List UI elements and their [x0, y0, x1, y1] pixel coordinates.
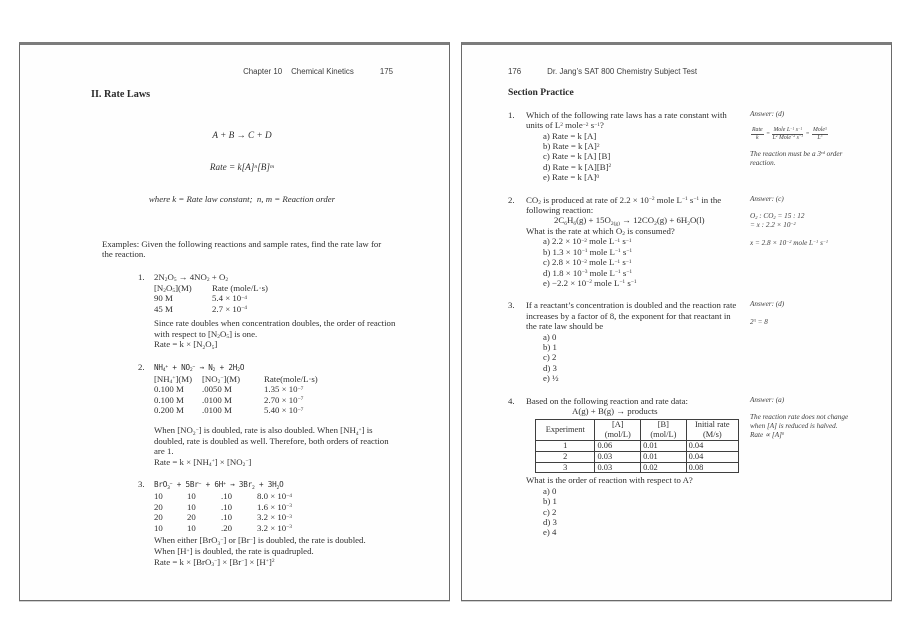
answer-option: $e) -2.2 \times 10^{-2}$ mole $L^{-1}$ $s^{-1}$: [543, 277, 637, 288]
answer-option: a) 0: [543, 485, 557, 496]
chemical-equation: $NH_4^+ + NO_2^- \to N_2 + 2H_2O$: [154, 363, 245, 374]
table-cell: 0.03: [595, 462, 641, 473]
table-header-row: [536, 420, 739, 441]
answer-option: c) $2.8 \times 10^{-2}$ mole $L^{-1}$ $s^{-1}$: [543, 257, 632, 268]
data-cell: $5.40 \times 10^{-7}$: [264, 405, 304, 416]
data-cell: $1.35 \times 10^{-7}$: [264, 384, 304, 395]
data-cell: $2.7 \times 10^{-4}$: [212, 303, 247, 314]
data-cell: $3.2 \times 10^{-3}$: [257, 512, 292, 523]
observation-note: When $[NO_2^-]$ is doubled, rate is also doubled. When $[NH_4^+]$ is doubled, rate is doubled as well. Therefore, both orders of reaction are 1.: [154, 425, 389, 457]
answer-option: b) Rate = k $[A]^2$: [543, 141, 600, 152]
table-row: [536, 451, 739, 462]
formula-reaction: A + B → C + D: [212, 130, 272, 141]
right-page-content: [462, 45, 891, 538]
chapter-subject: Chemical Kinetics: [291, 67, 354, 76]
answer-explanation: The reaction must be a 3rd order reaction.: [750, 149, 843, 167]
question-text: Which of the following rate laws has a rate constant with units of $L^2$ mole$^{-2}$ $s^{-1}$?: [526, 109, 727, 131]
formula-definitions: where k = Rate law constant; n, m = Reaction order: [148, 193, 336, 204]
example-3-equation-line: [138, 479, 393, 491]
data-cell: 10: [187, 522, 196, 533]
answer-options: [543, 236, 739, 288]
answer-option: e) ½: [543, 373, 559, 384]
answer-option: c) 2: [543, 352, 557, 363]
data-cell: .0100 M: [202, 394, 232, 405]
column-header: $[NO_2^-](M)$: [202, 373, 241, 386]
rate-law-result: Rate = $k \times [N_2O_5]$: [154, 339, 218, 351]
table-header-cell: Experiment: [536, 420, 595, 441]
data-cell: 10: [187, 491, 196, 501]
data-cell: 20: [187, 512, 196, 523]
data-cell: 0.200 M: [154, 405, 184, 416]
data-cell: $3.2 \times 10^{-3}$: [257, 522, 292, 533]
example-1-data: [154, 282, 396, 351]
margin-answer-q1: [750, 110, 886, 168]
answer-option: d) 3: [543, 516, 557, 527]
answer-work: [750, 212, 886, 248]
table-cell: 1: [536, 440, 595, 451]
question-text: If a reactant’s concentration is doubled and the reaction rate increases by a factor of 8, the exponent for that reactant in the rate law should be: [526, 300, 737, 332]
right-page-number: 176: [508, 67, 522, 76]
question-prompt: What is the order of reaction with respect to A?: [526, 475, 693, 486]
fraction: $\frac{Mole^3}{L^3}$: [813, 126, 827, 141]
data-cell: .0100 M: [202, 405, 232, 416]
right-book-page: [461, 42, 892, 601]
answer-option: e) Rate = k $[A]^0$: [543, 172, 600, 183]
answer-options: [543, 131, 739, 183]
chapter-label: Chapter 10: [243, 67, 283, 76]
data-cell: $5.4 \times 10^{-4}$: [212, 293, 247, 304]
table-cell: 0.04: [686, 440, 738, 451]
table-row: [536, 440, 739, 451]
chemical-equation: $2N_2O_5 \to 4NO_2 + O_2$: [154, 271, 229, 284]
column-header: Rate (mole/L·s): [212, 282, 268, 293]
question-3: [508, 300, 874, 383]
data-cell: .10: [221, 491, 232, 501]
question-prompt: What is the rate at which $O_2$ is consumed?: [526, 225, 675, 238]
question-number: 3.: [508, 300, 515, 311]
data-cell: 10: [187, 501, 196, 512]
observation-note: When either [BrO$_3$−] or [Br−] is doubled, the rate is doubled.: [154, 535, 366, 547]
answer-option: a) $2.2 \times 10^{-2}$ mole $L^{-1}$ $s^{-1}$: [543, 236, 632, 247]
data-cell: $8.0 \times 10^{-4}$: [257, 491, 292, 501]
rate-law-result: Rate = $k \times [BrO_3^-] \times [Br^-] \times [H^+]^2$: [154, 556, 275, 569]
margin-answer-q3: [750, 300, 886, 327]
rate-data-table: [154, 374, 393, 416]
observation-note: When [H+] is doubled, the rate is quadrupled.: [154, 545, 314, 556]
table-cell: 2: [536, 451, 595, 462]
chemical-equation: A(g) + B(g) → products: [572, 405, 658, 416]
fraction: $\frac{\text{Rate}}{k}$: [752, 127, 763, 141]
column-header: Rate(mole/L·s): [264, 373, 318, 384]
data-cell: 90 M: [154, 293, 173, 304]
chemical-equation: $BrO_3^- + 5Br^- + 6H^+ \to 3Br_2 + 3H_2O$: [154, 480, 284, 491]
book-title: Dr. Jang’s SAT 800 Chemistry Subject Test: [547, 67, 698, 76]
data-cell: .10: [221, 512, 232, 523]
example-number: 1.: [138, 271, 145, 282]
column-header: $[N_2O_5](M)$: [154, 282, 192, 295]
left-page-content: [20, 45, 449, 567]
rate-data-table: [154, 283, 393, 315]
table-cell: 0.06: [595, 440, 641, 451]
chemical-equation: $2C_6H_6(g) + 15O_{2(g)} \to 12CO_2(g) + 6H_2O(l)$: [554, 215, 705, 227]
table-header-cell: [B] (mol/L): [641, 420, 687, 441]
table-cell: 0.01: [641, 440, 687, 451]
answer-option: a) 0: [543, 331, 557, 342]
table-row: [536, 462, 739, 473]
answer-option: e) 4: [543, 527, 557, 538]
data-cell: 20: [154, 512, 163, 523]
table-header-cell: Initial rate (M/s): [686, 420, 738, 441]
example-3-data: [154, 491, 393, 567]
table-cell: 0.04: [686, 451, 738, 462]
unit-derivation-formula: [750, 127, 886, 142]
example-2-equation-line: [138, 362, 393, 374]
right-running-header: [508, 67, 874, 77]
question-body: [526, 300, 739, 383]
example-number: 3.: [138, 479, 145, 490]
rate-data-table: [154, 491, 393, 533]
equals-sign: =: [805, 131, 810, 138]
question-body: [526, 110, 739, 183]
answer-options: [543, 332, 739, 384]
table-header-cell: [A] (mol/L): [595, 420, 641, 441]
table-cell: 3: [536, 462, 595, 473]
question-body: [526, 195, 739, 289]
data-cell: 0.100 M: [154, 394, 184, 405]
question-number: 4.: [508, 395, 515, 406]
table-cell: 0.01: [641, 451, 687, 462]
fraction: $\frac{Mole L^{-1} s^{-1}}{L^2 Mole^{-2} s^{-1}}$: [772, 126, 804, 141]
answer-explanation: The reaction rate does not change when [A] is reduced is halved.: [750, 412, 849, 431]
answer-work: [750, 318, 886, 327]
answer-option: c) 2: [543, 506, 557, 517]
answer-option: d) 3: [543, 362, 557, 373]
data-cell: 45 M: [154, 303, 173, 314]
question-text: Based on the following reaction and rate data:: [526, 395, 688, 406]
equals-sign: =: [766, 131, 770, 138]
data-cell: 10: [154, 491, 163, 501]
question-text: $CO_2$ is produced at rate of $2.2 \times 10^{-2}$ mole $L^{-1}$ $s^{-1}$ in the following reaction:: [526, 194, 722, 216]
answer-option: d) Rate = k $[A][B]^2$: [543, 161, 612, 172]
question-number: 2.: [508, 194, 515, 205]
left-page-number: 175: [379, 67, 393, 76]
example-2-data: [154, 374, 393, 468]
answer-label: Answer: (c): [750, 194, 784, 203]
example-3: [138, 479, 393, 567]
question-list: [508, 110, 874, 538]
data-cell: .20: [221, 522, 232, 533]
left-book-page: [19, 42, 450, 601]
answer-option: d) $1.8 \times 10^{-3}$ mole $L^{-1}$ $s^{-1}$: [543, 267, 633, 278]
rate-laws-heading: II. Rate Laws: [91, 88, 151, 100]
example-1: [138, 271, 396, 351]
work-line: = x : $2.2 \times 10^{-2}$: [750, 221, 796, 230]
answer-option: c) Rate = k [A] [B]: [543, 151, 611, 162]
data-cell: 20: [154, 501, 163, 512]
answer-label: Answer: (a): [750, 395, 785, 404]
data-cell: 10: [154, 522, 163, 533]
work-line: Rate ∝ $[A]^0$: [750, 431, 785, 440]
data-cell: $2.70 \times 10^{-7}$: [264, 394, 304, 405]
answer-label: Answer: (d): [750, 109, 785, 118]
answer-option: b) 1: [543, 496, 557, 507]
question-body: [526, 396, 739, 538]
answer-option: b) $1.3 \times 10^{-1}$ mole $L^{-1}$ $s^{-1}$: [543, 246, 633, 257]
work-line: $2^3 = 8$: [750, 317, 768, 326]
column-header: $[NH_4^+](M)$: [154, 373, 193, 386]
rate-law-formula-block: [91, 109, 393, 226]
data-cell: $1.6 \times 10^{-3}$: [257, 501, 292, 512]
formula-rate-law: Rate = $k[A]^n[B]^m$: [209, 162, 275, 173]
table-cell: 0.02: [641, 462, 687, 473]
answer-options: [543, 486, 739, 538]
question-number: 1.: [508, 109, 515, 120]
rate-law-result: Rate = $k \times [NH_4^+] \times [NO_2^-]$: [154, 456, 252, 469]
example-1-equation-line: [138, 272, 393, 283]
examples-intro: Examples: Given the following reactions and sample rates, find the rate law for the reaction.: [102, 238, 382, 260]
question-1: [508, 110, 874, 183]
answer-label: Answer: (d): [750, 300, 785, 309]
answer-option: b) 1: [543, 341, 557, 352]
work-line: $x = 2.8 \times 10^{-2}$ mole $L^{-1}$ $s^{-1}$: [750, 238, 829, 247]
table-cell: 0.03: [595, 451, 641, 462]
data-cell: 0.100 M: [154, 384, 184, 395]
observation-note: Since rate doubles when concentration doubles, the order of reaction with respect to $[N_2O_5]$ is one.: [154, 318, 396, 341]
section-practice-heading: Section Practice: [508, 87, 574, 99]
margin-answer-q2: [750, 195, 886, 248]
margin-answer-q4: [750, 396, 886, 441]
left-running-header: [91, 67, 393, 78]
table-cell: 0.08: [686, 462, 738, 473]
work-line: $O_2$ : $CO_2 = 15$ : 12: [750, 211, 805, 221]
question-4: [508, 396, 874, 538]
data-cell: .0050 M: [202, 384, 232, 395]
example-number: 2.: [138, 362, 145, 373]
data-cell: .10: [221, 501, 232, 512]
question-2: [508, 195, 874, 289]
answer-option: a) Rate = k [A]: [543, 130, 597, 141]
experiment-table: [535, 419, 739, 473]
example-2: [138, 362, 393, 467]
